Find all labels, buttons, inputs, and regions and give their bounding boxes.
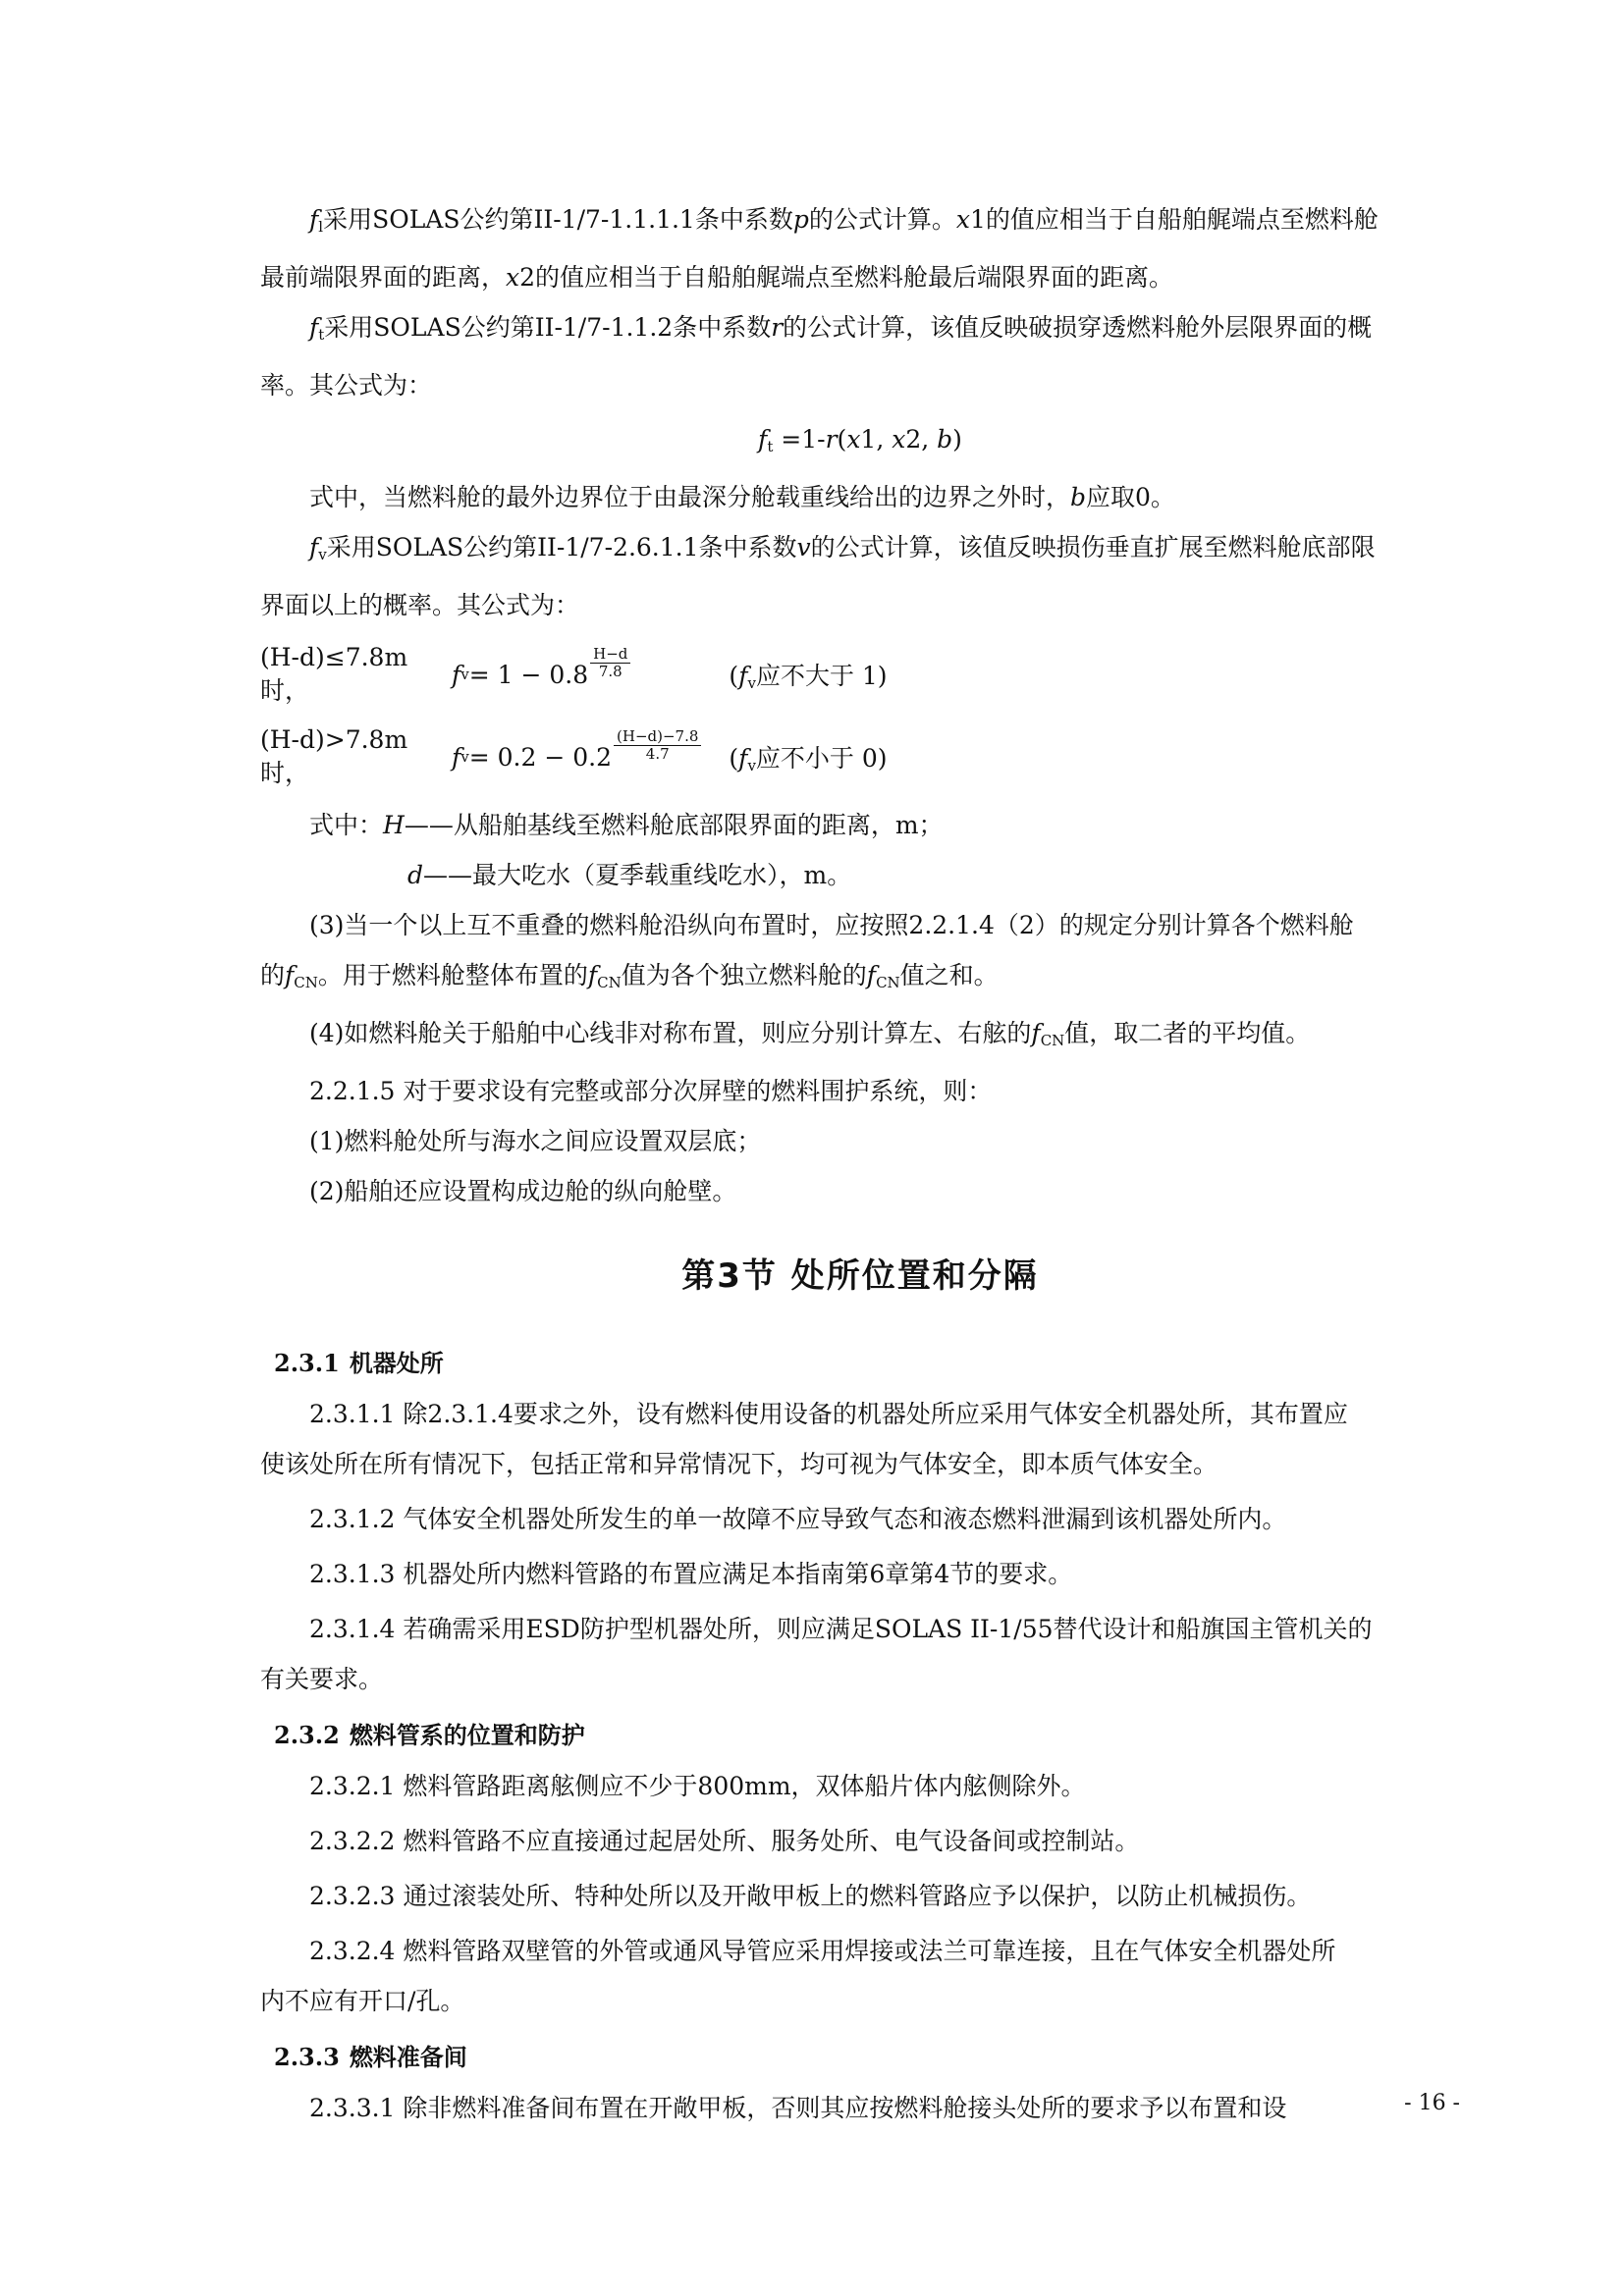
paragraph-fl: $f_l$采用SOLAS公约第II-1/7-1.1.1.1条中系数p的公式计算。x1的值应相当于自船舶艉端点至燃料舱 [309,205,1379,236]
clause-2-3-1-2: 2.3.1.2 气体安全机器处所发生的单一故障不应导致气态和液态燃料泄漏到该机器处所内。 [309,1505,1287,1533]
formula-fv-1 [260,636,1460,713]
subsection-heading-2-3-3: 2.3.3 燃料准备间 [274,2043,467,2071]
clause-2-3-3-1: 2.3.3.1 除非燃料准备间布置在开敞甲板，否则其应按燃料舱接头处所的要求予以布置和设 [309,2094,1287,2122]
paragraph-ft-cont: 率。其公式为： [260,371,433,400]
clause-2-3-1-1-cont: 使该处所在所有情况下，包括正常和异常情况下，均可视为气体安全，即本质气体安全。 [260,1450,1218,1478]
formula-condition: (H-d)≤7.8m 时， [260,642,408,705]
clause-2-3-1-4-cont: 有关要求。 [260,1665,384,1693]
clause-2-3-2-4: 2.3.2.4 燃料管路双壁管的外管或通风导管应采用焊接或法兰可靠连接，且在气体安全机器处所 [309,1937,1336,1965]
clause-2-2-1-5-item-2: (2)船舶还应设置构成边舱的纵向舱壁。 [309,1177,737,1205]
formula-fv-2 [260,719,1460,795]
formula-ft: $f_t =1-r(x1$, x2, b) [758,425,962,455]
subsection-heading-2-3-1: 2.3.1 机器处所 [274,1349,444,1377]
section-title: 第3节 处所位置和分隔 [681,1256,1039,1296]
paragraph-ft: $f_t$采用SOLAS公约第II-1/7-1.1.2条中系数r的公式计算，该值反映破损穿透燃料舱外层限界面的概 [309,313,1373,344]
formula-expression: f v = 1 − 0.8 $\frac{H-d}{7.8}$ [452,658,630,692]
fraction-exponent: $\frac{(H-d)-7.8}{4.7}$ [614,728,701,763]
paragraph-fv: $f_v$采用SOLAS公约第II-1/7-2.6.1.1条中系数v的公式计算，该值反映损伤垂直扩展至燃料舱底部限 [309,533,1376,563]
formula-note: ($f_v$应不大于 1) [729,662,888,692]
definition-H: 式中：H——从船舶基线至燃料舱底部限界面的距离，m； [309,811,944,839]
page-body [260,194,1460,2133]
formula-expression: f v = 0.2 − 0.2 $\frac{(H-d)-7.8}{4.7}$ [452,740,701,774]
clause-2-3-2-1: 2.3.2.1 燃料管路距离舷侧应不少于800mm，双体船片体内舷侧除外。 [309,1772,1086,1800]
item-3: (3)当一个以上互不重叠的燃料舱沿纵向布置时，应按照2.2.1.4（2）的规定分别计算各个燃料舱 [309,911,1354,939]
formula-note: ($f_v$应不小于 0) [729,744,888,774]
clause-2-3-2-4-cont: 内不应有开口/孔。 [260,1987,465,2015]
clause-2-3-1-3: 2.3.1.3 机器处所内燃料管路的布置应满足本指南第6章第4节的要求。 [309,1560,1073,1588]
item-4: (4)如燃料舱关于船舶中心线非对称布置，则应分别计算左、右舷的$f_{CN}$值，取二者的平均值。 [309,1019,1311,1049]
clause-2-3-1-1: 2.3.1.1 除2.3.1.4要求之外，设有燃料使用设备的机器处所应采用气体安全机器处所，其布置应 [309,1400,1348,1428]
clause-2-2-1-5-item-1: (1)燃料舱处所与海水之间应设置双层底； [309,1127,762,1155]
clause-2-3-2-3: 2.3.2.3 通过滚装处所、特种处所以及开敞甲板上的燃料管路应予以保护，以防止机械损伤。 [309,1882,1312,1910]
paragraph-fv-cont: 界面以上的概率。其公式为： [260,591,580,619]
page-number: - 16 - [1404,2091,1460,2115]
formula-condition: (H-d)>7.8m 时， [260,724,408,787]
item-3-cont: 的$f_{CN}$。用于燃料舱整体布置的$f_{CN}$值为各个独立燃料舱的$f_{CN}$值之和。 [260,961,999,991]
subsection-heading-2-3-2: 2.3.2 燃料管系的位置和防护 [274,1721,585,1749]
paragraph-fl-cont: 最前端限界面的距离，x2的值应相当于自船舶艉端点至燃料舱最后端限界面的距离。 [260,263,1174,292]
clause-2-3-1-4: 2.3.1.4 若确需采用ESD防护型机器处所，则应满足SOLAS II-1/55替代设计和船旗国主管机关的 [309,1615,1373,1643]
fraction-exponent: $\frac{H-d}{7.8}$ [590,646,630,680]
paragraph-ft-note: 式中，当燃料舱的最外边界位于由最深分舱载重线给出的边界之外时，b应取0。 [309,483,1175,511]
clause-2-3-2-2: 2.3.2.2 燃料管路不应直接通过起居处所、服务处所、电气设备间或控制站。 [309,1827,1140,1855]
clause-2-2-1-5: 2.2.1.5 对于要求设有完整或部分次屏壁的燃料围护系统，则： [309,1077,993,1105]
definition-d: d——最大吃水（夏季载重线吃水），m。 [407,861,852,889]
